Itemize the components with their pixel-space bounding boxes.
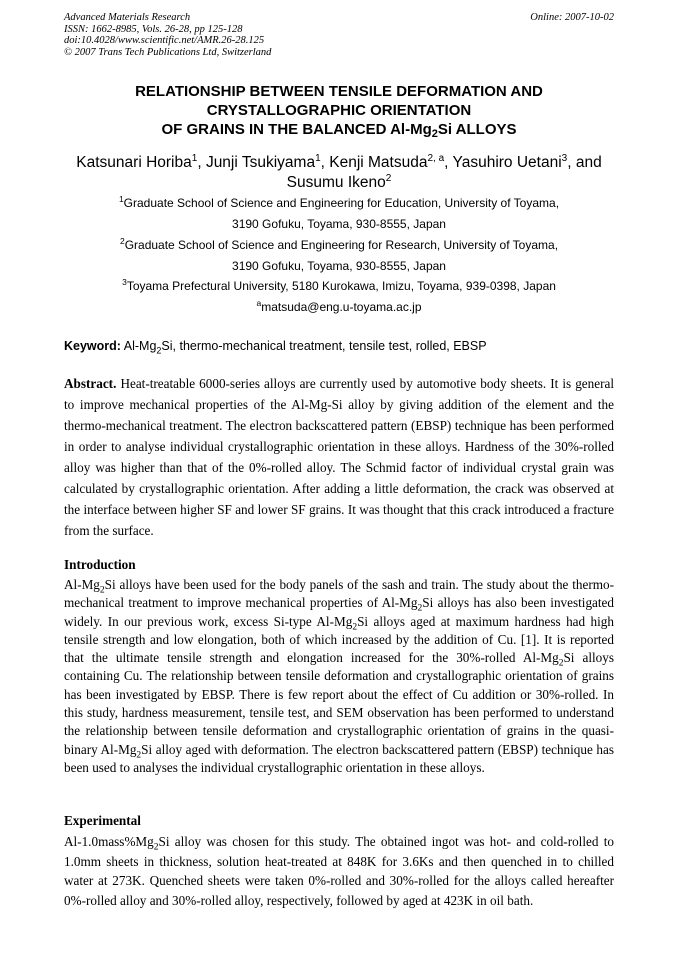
affiliation-3: $^3$Toyama Prefectural University, 5180 Kurokawa, Imizu, Toyama, 939-0398, Japan bbox=[122, 277, 556, 293]
affiliation-2: $^2$Graduate School of Science and Engineering for Research, University of Toyama, bbox=[119, 236, 559, 252]
section-heading-experimental: Experimental bbox=[64, 813, 141, 828]
journal-header bbox=[64, 12, 271, 58]
author: Junji Tsukiyama bbox=[205, 154, 316, 171]
author: Katsunari Horiba bbox=[76, 154, 192, 171]
journal-name: Advanced Materials Research bbox=[64, 12, 191, 23]
abstract bbox=[64, 373, 614, 541]
author: Kenji Matsuda bbox=[329, 154, 428, 171]
experimental-text: $Al-1.0mass\%Mg_2Si$ alloy was chosen for this study. The obtained ingot was hot- and cold-rolled to 1.0mm sheets in thickness, solution heat-treated at 848K for 3.6Ks and then quenched in to chilled water at 273K. Quenched sheets were taken 0%-rolled and 30%-rolled for the alloys called hereafter 0%-rolled alloy and 30%-rolled alloy, respectively, followed by aged at 423K in oil bath. bbox=[64, 834, 614, 909]
journal-copyright: © 2007 Trans Tech Publications Ltd, Switzerland bbox=[64, 46, 272, 58]
affiliation-1: $^1$Graduate School of Science and Engineering for Education, University of Toyama, bbox=[118, 194, 560, 210]
paper-title bbox=[40, 82, 638, 139]
corresponding-email: $^a$matsuda@eng.u-toyama.ac.jp bbox=[256, 298, 422, 314]
journal-doi: doi:10.4028/www.scientific.net/AMR.26-28.125 bbox=[64, 35, 265, 46]
online-date: Online: 2007-10-02 bbox=[530, 12, 614, 23]
author: Yasuhiro Uetani bbox=[452, 154, 562, 171]
title-line-3: OF GRAINS IN THE BALANCED $Al-Mg_2Si$ ALLOYS bbox=[161, 121, 517, 140]
abstract-label: Abstract. bbox=[64, 376, 117, 391]
journal-issn: ISSN: 1662-8985, Vols. 26-28, pp 125-128 bbox=[64, 23, 243, 35]
keywords-label: Keyword: bbox=[64, 339, 121, 353]
keywords: Keyword: $Al-Mg_2Si$, thermo-mechanical treatment, tensile test, rolled, EBSP bbox=[64, 339, 487, 356]
title-line-1: RELATIONSHIP BETWEEN TENSILE DEFORMATION AND bbox=[135, 83, 543, 100]
introduction-text: $Al-Mg_2Si$ alloys have been used for the body panels of the sash and train. The study about the thermo-mechanical treatment to improve mechanical properties of $Al-Mg_2Si$ alloys has also been investigated widely. In our previous work, excess Si-type $Al-Mg_2Si$ alloys aged at maximum hardness had high tensile strength and low elongation, both of which increased by the addition of Cu. [1]. It is reported that the ultimate tensile strength and elongation increased for the 30%-rolled $Al-Mg_2Si$ alloys containing Cu. The relationship between tensile deformation and crystallographic orientation of grains has been investigated by EBSP. There is few report about the effect of Cu addition or 30%-rolled. In this study, hardness measurement, tensile test, and SEM observation has been performed to understand the relationship between tensile deformation and crystallographic orientation of grains in the quasi-binary $Al-Mg_2Si$ alloy aged with deformation. The electron backscattered pattern (EBSP) technique has been used to analyses the individual crystallographic orientation in these alloys. bbox=[64, 577, 614, 775]
section-heading-introduction: Introduction bbox=[64, 557, 136, 572]
title-line-2: CRYSTALLOGRAPHIC ORIENTATION bbox=[206, 102, 472, 119]
affiliation-1-address: 3190 Gofuku, Toyama, 930-8555, Japan bbox=[232, 217, 446, 231]
author: Susumu Ikeno bbox=[286, 174, 386, 191]
affiliation-2-address: 3190 Gofuku, Toyama, 930-8555, Japan bbox=[232, 259, 446, 273]
author-list: Katsunari Horiba$^1$, Junji Tsukiyama$^1$, Kenji Matsuda$^{2, a}$, Yasuhiro Uetani$^3$, and Susumu Ikeno$^2$ bbox=[76, 152, 602, 191]
abstract-text: Heat-treatable 6000-series alloys are currently used by automotive body sheets. It is general to improve mechanical properties of the Al-Mg-Si alloy by giving addition of the element and the thermo-mechanical treatment. The electron backscattered pattern (EBSP) technique has been performed in order to analyse individual crystallographic orientation in these alloys. Hardness of the 30%-rolled alloy was higher than that of the 0%-rolled alloy. The Schmid factor of individual crystal grain was calculated by crystallographic orientation. After adding a little deformation, the crack was observed at the interface between higher SF and lower SF grains. It was thought that this crack introduced a fracture from the surface. bbox=[64, 376, 614, 538]
